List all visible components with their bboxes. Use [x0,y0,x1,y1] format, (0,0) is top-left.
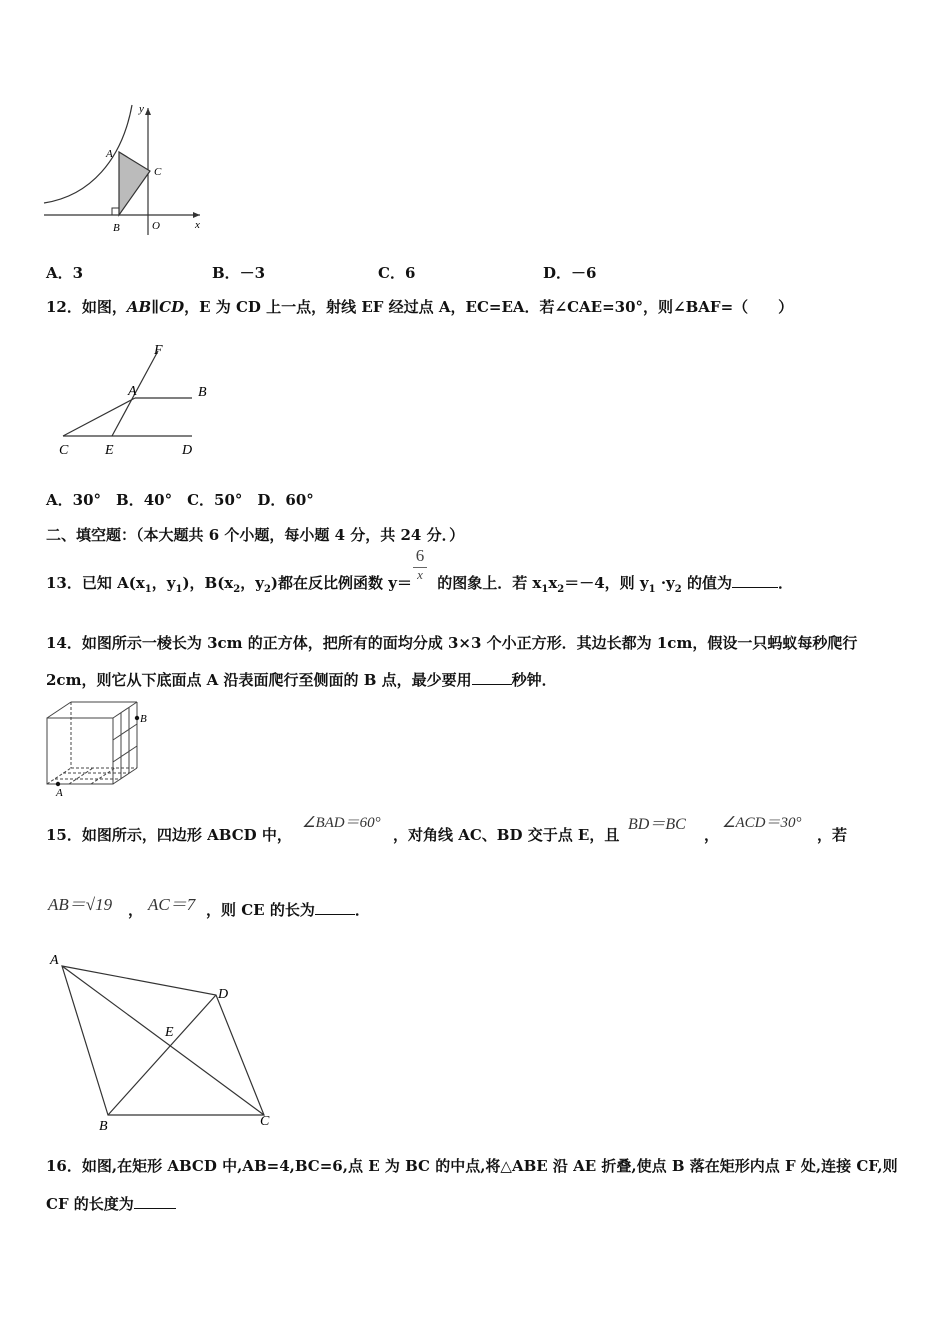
q16-line1: 16．如图,在矩形 ABCD 中,AB=4,BC=6,点 E 为 BC 的中点,将△ABE 沿 AE 折叠,使点 B 落在矩形内点 F 处,连接 CF,则 [46,1157,898,1175]
q13-text: 13．已知 $A(x_1$，$y_1$)，$B(x_2$，$y_2$)都在反比例函数 y＝ 的图象上．若 $x_1x_2=-4$，则 $y_1 \cdot y_2$ 的值为 ． [46,574,793,595]
q16-answer-blank[interactable] [134,1194,176,1209]
q12-options: A．30° B．40° C．50° D．60° [46,491,314,509]
q15-math-angle-acd: ∠ACD＝30° [722,815,802,831]
q14-answer-blank[interactable] [472,670,512,685]
q15-answer-blank[interactable] [315,900,355,915]
q12-label-A: A [128,384,137,399]
section2-heading: 二、填空题：（本大题共 6 个小题，每小题 4 分，共 24 分．） [46,526,465,544]
q11-figure [40,100,210,240]
q15-figure [44,948,284,1133]
q12-label-E: E [105,443,114,458]
q11-option-c: C．6 [378,264,416,282]
q15-line1b: ，对角线 AC、BD 交于点 E，且 [393,826,620,844]
q11-label-O: O [152,220,160,232]
q15-math-angle-bad: ∠BAD＝60° [302,815,381,831]
q11-option-a: A．3 [46,264,84,282]
q15-if: ，若 [817,826,848,844]
q14-line1: 14．如图所示一棱长为 3cm 的正方体，把所有的面均分成 3×3 个小正方形．其边长都为 1cm，假设一只蚂蚁每秒爬行 [46,634,858,652]
q15-math-bd-bc: BD＝BC [628,816,686,833]
q14-label-B: B [140,713,147,725]
q15-math-ac: AC＝7 [148,895,196,914]
q15-comma: ， [704,826,720,844]
q15-label-E: E [165,1025,174,1040]
q14-cube-figure [38,698,158,798]
q15-math-ab: AB＝√19 [48,895,113,914]
q12-label-F: F [154,343,163,358]
q12-label-D: D [182,443,193,458]
q11-label-y: y [139,103,144,115]
q11-label-x: x [195,219,200,231]
q11-label-A: A [106,148,113,160]
q14-line2: 2cm，则它从下底面点 A 沿表面爬行至侧面的 B 点，最少要用 秒钟． [46,671,557,689]
q11-option-d: D．－6 [543,264,597,282]
q11-label-C: C [154,166,162,178]
q15-line2: ，则 CE 的长为 ． [206,901,370,919]
q14-label-A: A [56,787,63,798]
q13-answer-blank[interactable] [732,573,778,588]
q15-label-C: C [260,1114,270,1129]
q15-comma2: ， [128,901,144,919]
q15-label-B: B [99,1119,108,1133]
q15-label-A: A [50,953,59,968]
q15-label-D: D [218,987,229,1002]
q11-label-B: B [113,222,120,234]
q15-line1: 15．如图所示，四边形 ABCD 中， [46,826,292,844]
q12-label-B: B [198,385,207,400]
q12-stem: 12．如图，AB∥CD，E 为 CD 上一点，射线 EF 经过点 A，EC=EA．若∠CAE=30°，则∠BAF=（ ） [46,298,794,316]
q13-fraction: 6 x [410,546,430,582]
q12-figure [50,338,230,463]
q12-label-C: C [59,443,69,458]
q11-option-b: B．－3 [212,264,266,282]
q16-line2: CF 的长度为 [46,1193,176,1214]
